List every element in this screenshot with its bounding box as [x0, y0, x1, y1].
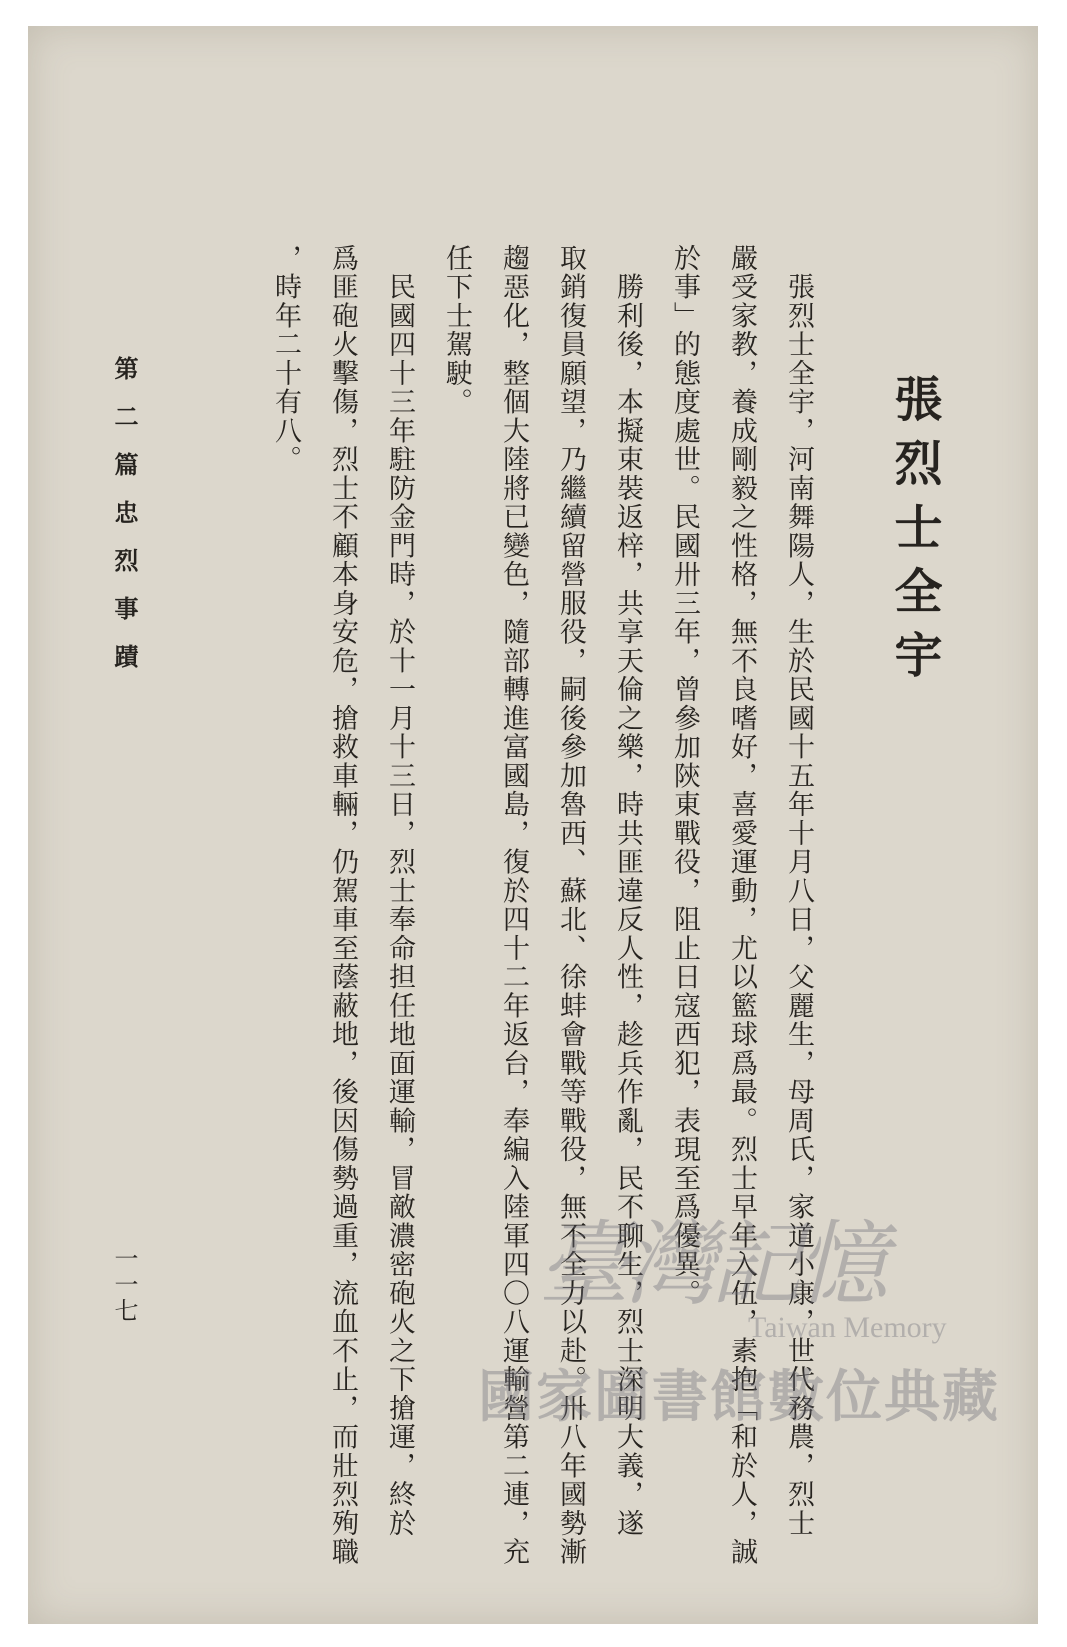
- text-column: 趨惡化，整個大陸將已變色，隨部轉進富國島，復於四十二年返台，奉編入陸軍四〇八運輸營第二連，充: [498, 244, 529, 1567]
- page-number: 一一七: [110, 1246, 138, 1324]
- page-title: 張烈士全宇: [886, 374, 942, 694]
- text-column: 取銷復員願望，乃繼續留營服役，嗣後參加魯西、蘇北、徐蚌會戰等戰役，無不全力以赴。卅八年國勢漸: [555, 244, 586, 1567]
- text-column: ，時年二十有八。: [270, 244, 301, 474]
- watermark-english: Taiwan Memory: [748, 1311, 947, 1344]
- text-column: 於事」的態度處世。民國卅三年，曾參加陝東戰役，阻止日寇西犯，表現至爲優異。: [669, 244, 700, 1308]
- text-column: 勝利後，本擬束裝返梓，共享天倫之樂，時共匪違反人性，趁兵作亂，民不聊生，烈士深明大義，遂: [612, 244, 643, 1538]
- text-column: 爲匪砲火擊傷，烈士不顧本身安危，搶救車輛，仍駕車至蔭蔽地，後因傷勢過重，流血不止，而壯烈殉職: [327, 244, 358, 1567]
- watermark-logo: 臺灣記憶: [538, 1211, 883, 1318]
- watermark: [468, 1191, 1028, 1431]
- text-column: 民國四十三年駐防金門時，於十一月十三日，烈士奉命担任地面運輸，冒敵濃密砲火之下搶運，終於: [384, 244, 415, 1538]
- watermark-chinese: 國家圖書館數位典藏: [478, 1365, 1000, 1430]
- text-column: 嚴受家教，養成剛毅之性格，無不良嗜好，喜愛運動，尤以籃球爲最。烈士早年入伍，素抱「和於人，誠: [726, 244, 757, 1567]
- text-column: 任下士駕駛。: [441, 244, 472, 417]
- chapter-footer: 第二篇忠烈事蹟: [110, 356, 139, 692]
- book-page: [28, 26, 1038, 1624]
- text-column: 張烈士全宇，河南舞陽人，生於民國十五年十月八日，父麗生，母周氏，家道小康，世代務農，烈士: [783, 244, 814, 1538]
